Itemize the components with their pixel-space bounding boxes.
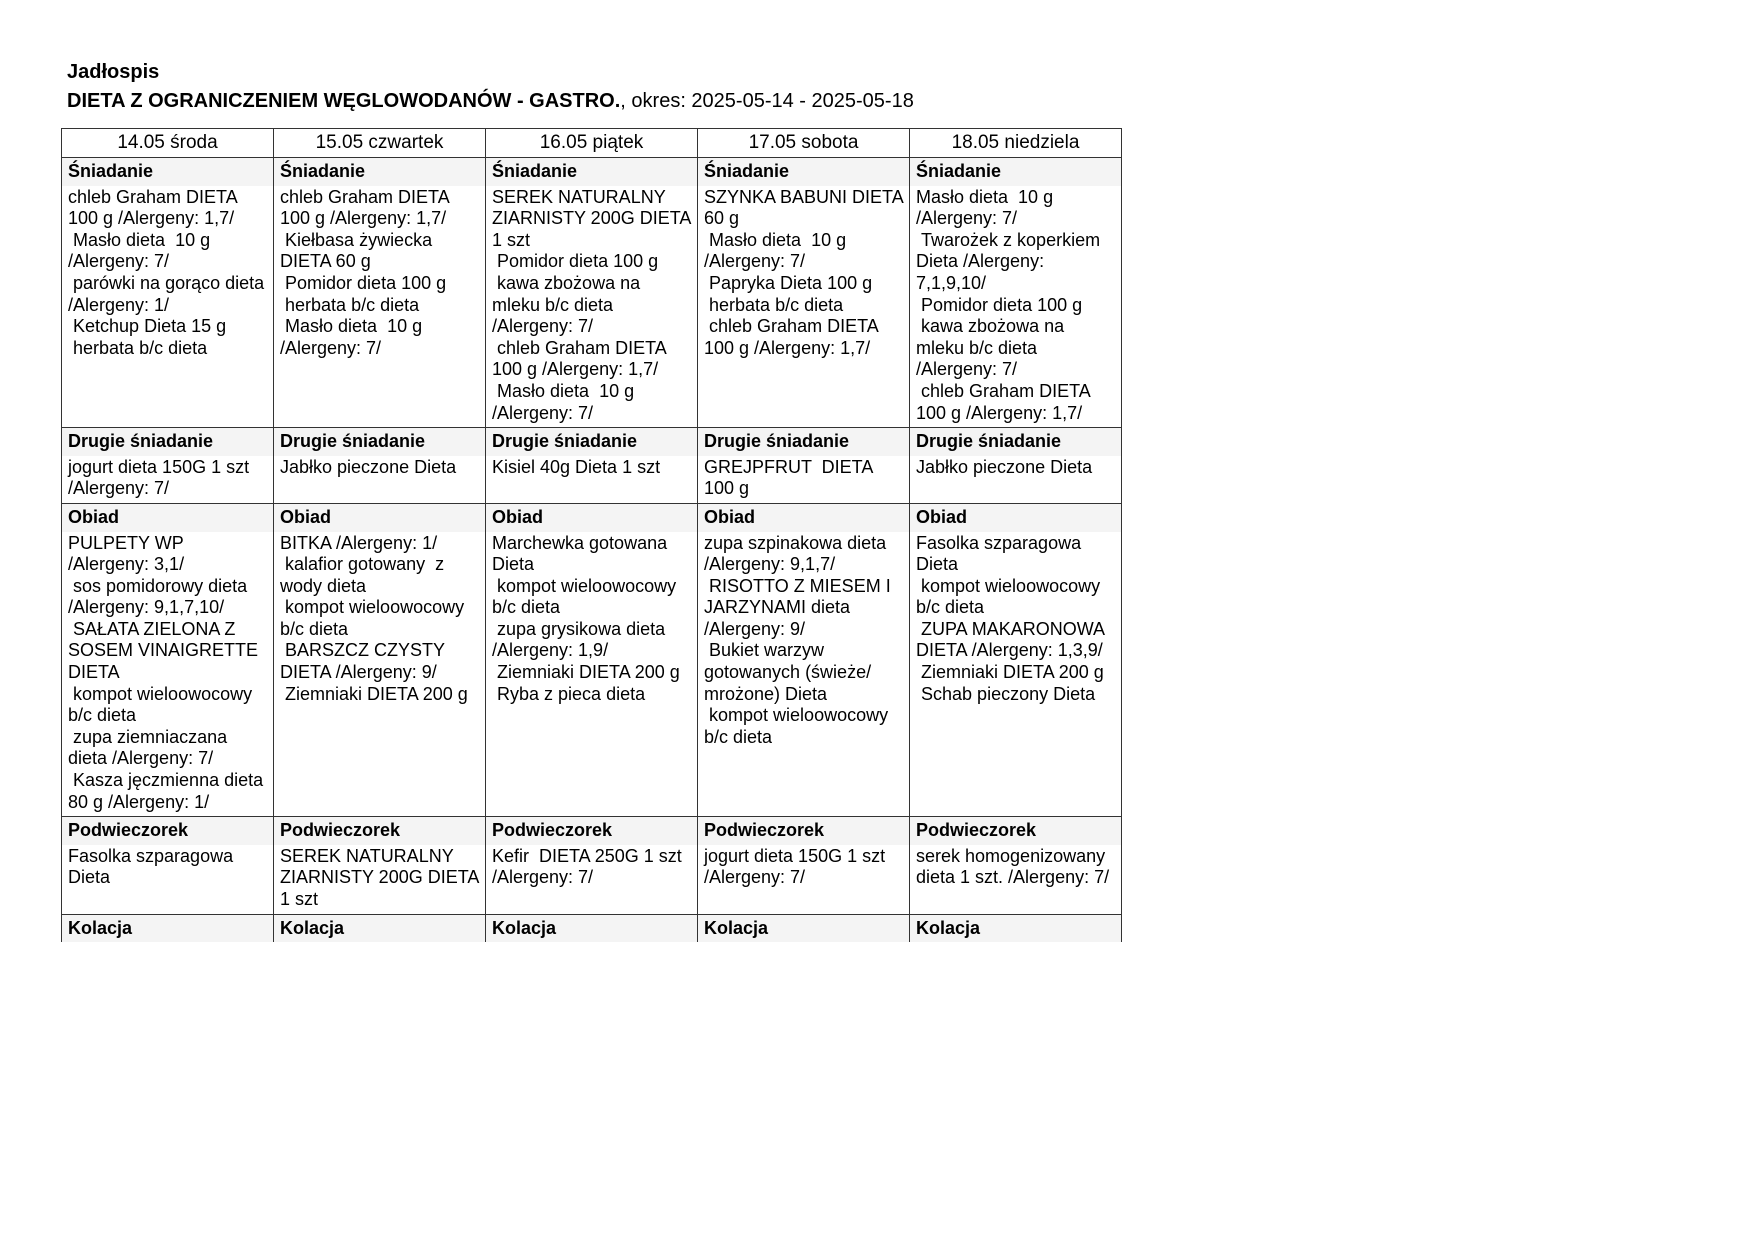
meal-label: Kolacja [62,914,274,942]
meal-cell: SEREK NATURALNY ZIARNISTY 200G DIETA 1 szt [274,845,486,914]
meal-cell: jogurt dieta 150G 1 szt /Alergeny: 7/ [62,456,274,504]
meal-cell: serek homogenizowany dieta 1 szt. /Alergeny: 7/ [910,845,1122,914]
meal-cell: jogurt dieta 150G 1 szt /Alergeny: 7/ [698,845,910,914]
meal-label: Drugie śniadanie [274,428,486,456]
meal-label: Podwieczorek [486,817,698,845]
meal-cell: Kisiel 40g Dieta 1 szt [486,456,698,504]
meal-label: Śniadanie [486,158,698,186]
meal-cell: chleb Graham DIETA 100 g /Alergeny: 1,7/ Kiełbasa żywiecka DIETA 60 g Pomidor dieta 100 g herbata b/c dieta Masło dieta 10 g /Alergeny: 7/ [274,186,486,428]
meal-content-row-lunch [62,532,1122,817]
meal-label: Obiad [62,503,274,531]
menu-period: , okres: 2025-05-14 - 2025-05-18 [620,90,914,112]
meal-header-row-dinner [62,914,1122,942]
meal-cell: BITKA /Alergeny: 1/ kalafior gotowany z wody dieta kompot wieloowocowy b/c dieta BARSZCZ CZYSTY DIETA /Alergeny: 9/ Ziemniaki DIETA 200 g [274,532,486,817]
meal-cell: Masło dieta 10 g /Alergeny: 7/ Twarożek z koperkiem Dieta /Alergeny: 7,1,9,10/ Pomidor dieta 100 g kawa zbożowa na mleku b/c dieta /Alergeny: 7/ chleb Graham DIETA 100 g /Alergeny: 1,7/ [910,186,1122,428]
meal-header-row-breakfast [62,158,1122,186]
meal-header-row-afternoon-snack [62,817,1122,845]
meal-label: Kolacja [698,914,910,942]
meal-cell: Fasolka szparagowa Dieta [62,845,274,914]
day-header-row [62,129,1122,158]
meal-header-row-lunch [62,503,1122,531]
menu-subtitle [67,89,914,113]
meal-label: Podwieczorek [274,817,486,845]
meal-label: Drugie śniadanie [486,428,698,456]
meal-content-row-second-breakfast [62,456,1122,504]
meal-cell: Kefir DIETA 250G 1 szt /Alergeny: 7/ [486,845,698,914]
meal-label: Obiad [274,503,486,531]
meal-cell: SEREK NATURALNY ZIARNISTY 200G DIETA 1 szt Pomidor dieta 100 g kawa zbożowa na mleku b/c dieta /Alergeny: 7/ chleb Graham DIETA 100 g /Alergeny: 1,7/ Masło dieta 10 g /Alergeny: 7/ [486,186,698,428]
day-header-saturday: 17.05 sobota [698,129,910,158]
meal-cell: PULPETY WP /Alergeny: 3,1/ sos pomidorowy dieta /Alergeny: 9,1,7,10/ SAŁATA ZIELONA Z SOSEM VINAIGRETTE DIETA kompot wieloowocowy b/c dieta zupa ziemniaczana dieta /Alergeny: 7/ Kasza jęczmienna dieta 80 g /Alergeny: 1/ [62,532,274,817]
meal-label: Podwieczorek [910,817,1122,845]
meal-cell: GREJPFRUT DIETA 100 g [698,456,910,504]
diet-name: DIETA Z OGRANICZENIEM WĘGLOWODANÓW - GASTRO. [67,90,621,112]
meal-cell: Marchewka gotowana Dieta kompot wieloowocowy b/c dieta zupa grysikowa dieta /Alergeny: 1,9/ Ziemniaki DIETA 200 g Ryba z pieca dieta [486,532,698,817]
day-header-wednesday: 14.05 środa [62,129,274,158]
meal-label: Śniadanie [274,158,486,186]
meal-cell: Jabłko pieczone Dieta [274,456,486,504]
page-title: Jadłospis [67,61,160,83]
meal-label: Kolacja [274,914,486,942]
day-header-sunday: 18.05 niedziela [910,129,1122,158]
meal-content-row-breakfast [62,186,1122,428]
meal-label: Drugie śniadanie [910,428,1122,456]
meal-cell: chleb Graham DIETA 100 g /Alergeny: 1,7/ Masło dieta 10 g /Alergeny: 7/ parówki na gorąco dieta /Alergeny: 1/ Ketchup Dieta 15 g herbata b/c dieta [62,186,274,428]
day-header-thursday: 15.05 czwartek [274,129,486,158]
meal-label: Drugie śniadanie [698,428,910,456]
meal-label: Obiad [910,503,1122,531]
meal-label: Śniadanie [62,158,274,186]
meal-cell: zupa szpinakowa dieta /Alergeny: 9,1,7/ RISOTTO Z MIESEM I JARZYNAMI dieta /Alergeny: 9/ Bukiet warzyw gotowanych (świeże/ mrożone) Dieta kompot wieloowocowy b/c dieta [698,532,910,817]
meal-label: Podwieczorek [62,817,274,845]
meal-cell: Jabłko pieczone Dieta [910,456,1122,504]
menu-table [61,128,1122,942]
meal-label: Obiad [486,503,698,531]
meal-label: Śniadanie [698,158,910,186]
meal-label: Kolacja [486,914,698,942]
day-header-friday: 16.05 piątek [486,129,698,158]
meal-content-row-afternoon-snack [62,845,1122,914]
meal-header-row-second-breakfast [62,428,1122,456]
meal-label: Kolacja [910,914,1122,942]
meal-cell: Fasolka szparagowa Dieta kompot wieloowocowy b/c dieta ZUPA MAKARONOWA DIETA /Alergeny: 1,3,9/ Ziemniaki DIETA 200 g Schab pieczony Dieta [910,532,1122,817]
meal-label: Podwieczorek [698,817,910,845]
meal-label: Obiad [698,503,910,531]
meal-label: Śniadanie [910,158,1122,186]
meal-label: Drugie śniadanie [62,428,274,456]
meal-cell: SZYNKA BABUNI DIETA 60 g Masło dieta 10 g /Alergeny: 7/ Papryka Dieta 100 g herbata b/c dieta chleb Graham DIETA 100 g /Alergeny: 1,7/ [698,186,910,428]
